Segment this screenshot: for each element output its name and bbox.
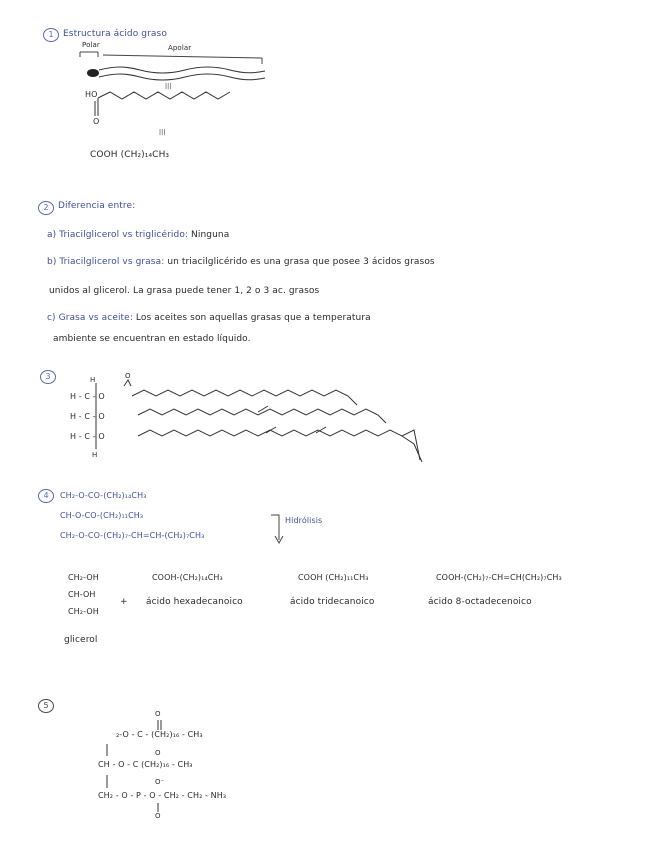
tg-row-2: H - C - O (70, 412, 105, 421)
item-c-text-2: ambiente se encuentran en estado líquido. (53, 334, 251, 344)
fatty-acid-formula: COOH (CH₂)₁₄CH₃ (90, 150, 170, 160)
o-top: O (155, 710, 161, 718)
tg-row-3: H - C - O (70, 432, 105, 441)
hydrolysis-label: Hidrólisis (285, 516, 323, 525)
apolar-bracket (103, 55, 262, 64)
apolar-label: Apolar (168, 44, 192, 52)
o-bottom: O (155, 812, 161, 820)
acid-2-formula: COOH (CH₂)₁₁CH₃ (298, 573, 369, 582)
mark-a: ||| (165, 83, 172, 90)
polar-head-icon (87, 69, 99, 77)
item-b-text-1: un triacilglicérido es una grasa que posee 3 ácidos grasos (167, 257, 435, 267)
glycerol-line-1: CH₂-OH (68, 573, 99, 582)
glycerol-line-2: CH-OH (68, 590, 96, 599)
item-a-text: Ninguna (191, 230, 230, 240)
chain-lower (99, 74, 265, 80)
item-c-label: c) Grasa vs aceite: (47, 313, 133, 323)
h-bottom: H (92, 451, 98, 459)
chain-2 (138, 409, 386, 423)
polar-bracket (80, 52, 98, 57)
section-3-number: 3 (40, 370, 56, 384)
tg-row-1: H - C - O (70, 392, 105, 401)
chain-3 (138, 430, 420, 460)
o-mid: O (155, 749, 161, 757)
pl-row-2: CH - O - C (CH₂)₁₆ - CH₃ (98, 760, 193, 769)
section-5-number: 5 (38, 699, 54, 713)
acid-1-name: ácido hexadecanoico (146, 597, 243, 607)
chain-upper (99, 67, 265, 73)
mark-b: ||| (159, 129, 166, 136)
o-phosphate: O⁻ (155, 778, 165, 786)
acid-2-name: ácido tridecanoico (290, 597, 375, 607)
pl-row-3: CH₂ - O - P - O - CH₂ - CH₂ - NH₃ (98, 791, 227, 800)
carbonyl-o-label: O (93, 117, 100, 126)
chain-1 (132, 390, 357, 405)
hydrolysis-arrow-icon (271, 515, 283, 543)
acid-1-formula: COOH-(CH₂)₁₄CH₃ (152, 573, 223, 582)
zigzag-acid (98, 92, 230, 99)
section-2-number: 2 (38, 201, 54, 215)
section-1-title: Estructura ácido graso (63, 29, 167, 39)
item-a (47, 230, 229, 240)
item-b-text-2: unidos al glicerol. La grasa puede tener 1, 2 o 3 ac. grasos (49, 286, 320, 296)
plus-sign: + (120, 597, 128, 607)
section-4-number: 4 (38, 489, 54, 503)
acid-3-name: ácido 8-octadecenoico (428, 597, 532, 607)
item-a-label: a) Triacilglicerol vs triglicérido: (47, 230, 189, 240)
glycerol-line-3: CH₂-OH (68, 607, 99, 616)
item-c-text-1: Los aceites son aquellas grasas que a temperatura (135, 313, 371, 323)
tg-line-3: CH₂-O-CO-(CH₂)₇-CH=CH-(CH₂)₇CH₃ (60, 531, 205, 540)
tg-line-2: CH-O-CO-(CH₂)₁₁CH₃ (60, 511, 144, 520)
polar-label: Polar (82, 41, 100, 49)
ho-label: HO (85, 90, 98, 99)
carbonyl-o-1: O (125, 372, 131, 380)
section-2-title: Diferencia entre: (58, 201, 136, 211)
tg-line-1: CH₂-O-CO-(CH₂)₁₄CH₃ (60, 491, 147, 500)
carbonyl-bond (95, 98, 98, 116)
h-top: H (90, 376, 96, 384)
item-c-line1 (47, 313, 371, 323)
glycerol-name: glicerol (64, 635, 98, 645)
section-1-number: 1 (43, 28, 59, 42)
item-b-line1 (47, 257, 435, 267)
pl-row-1: ₂-O - C - (CH₂)₁₆ - CH₃ (116, 730, 203, 739)
item-b-label: b) Triacilglicerol vs grasa: (47, 257, 165, 267)
acid-3-formula: COOH-(CH₂)₇-CH=CH(CH₂)₇CH₃ (436, 573, 562, 582)
